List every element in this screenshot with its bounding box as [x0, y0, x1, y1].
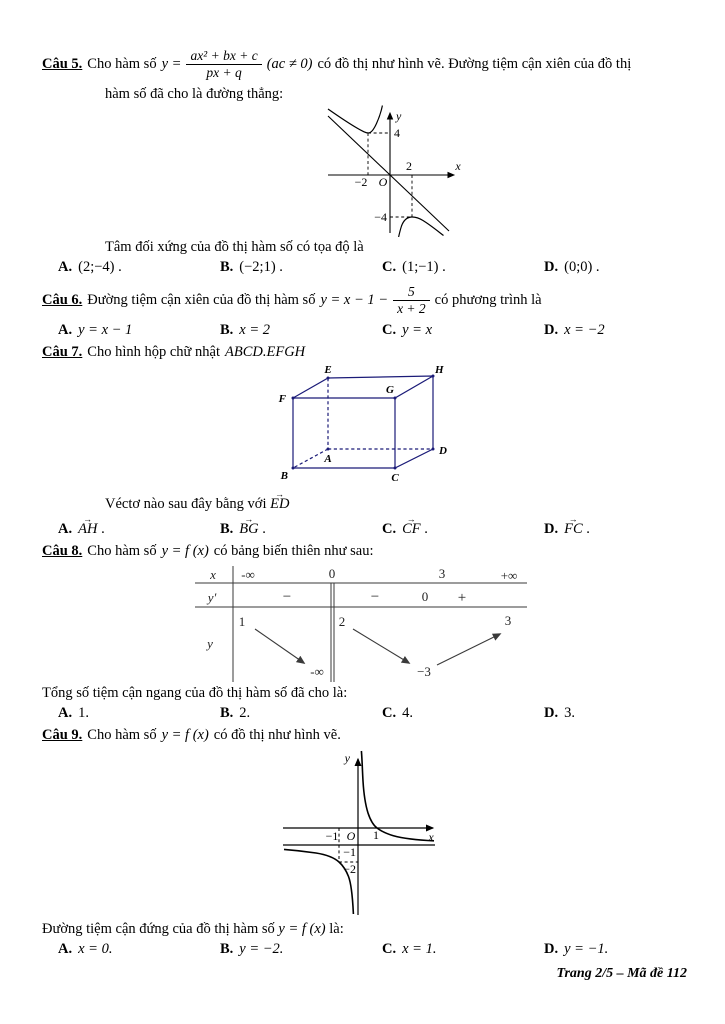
q9-origin-label: O [346, 829, 356, 843]
q5-intro-line2: hàm số đã cho là đường thẳng: [105, 86, 284, 102]
q7-option-a: A. → AH . [58, 521, 220, 538]
q5-tick-y4: 4 [394, 126, 400, 140]
q7-cuboid-figure [272, 364, 462, 489]
q5-origin-label: O [378, 175, 388, 189]
table-head-yprime: y′ [207, 590, 217, 605]
q9-text-math: y = f (x) [161, 727, 209, 743]
q5-tick-y-neg4: −4 [374, 210, 387, 224]
q8-subquestion: Tổng số tiệm cận ngang của đồ thị hàm số đã cho là: [42, 685, 348, 701]
q9-tick-x-1: 1 [373, 828, 379, 842]
table-sign-2: − [370, 589, 380, 605]
q5-option-b: B. (−2;1) . [220, 259, 283, 275]
q5-fraction-denominator: px + q [206, 64, 242, 80]
q5-fraction-numerator: ax² + bx + c [186, 48, 261, 64]
q5-tick-x-neg2: −2 [354, 175, 368, 189]
q6-option-d: D. x = −2 [544, 322, 605, 338]
vertex-label-H: H [435, 364, 444, 376]
table-x-neginf: -∞ [241, 567, 255, 582]
table-y-1: 1 [238, 614, 246, 629]
q6-text-pre: Đường tiệm cận xiên của đồ thị hàm số [87, 291, 316, 308]
q9-curve-left-branch [284, 849, 353, 914]
cuboid-hidden-edges [293, 378, 433, 468]
q9-tick-y-neg2: −2 [343, 862, 356, 876]
vector-FC: → FC [564, 521, 583, 538]
q8-option-a: A. 1. [58, 705, 89, 721]
vertex-label-B: B [280, 470, 288, 482]
q9-subquestion: Đường tiệm cận đứng của đồ thị hàm số y = f (x) là: [42, 921, 344, 937]
q7-solid-name: ABCD.EFGH [225, 344, 306, 360]
q9-tick-y-neg1: −1 [343, 845, 356, 859]
q6-formula-fraction [393, 284, 430, 315]
q8-option-c: C. 4. [382, 705, 413, 721]
q5-x-axis-label: x [455, 159, 461, 173]
q8-options [42, 705, 687, 722]
q6-formula-lhs: y = x − 1 − [320, 291, 389, 308]
vertex-label-C: C [391, 472, 399, 484]
q8-label: Câu 8. [42, 543, 83, 559]
q9-option-d: D. y = −1. [544, 941, 609, 957]
q9-text-post: có đồ thị như hình vẽ. [213, 727, 341, 743]
table-y-neginf: -∞ [310, 664, 324, 679]
q5-text-1a: Cho hàm số [87, 55, 157, 72]
q7-option-b: B. → BG . [220, 521, 382, 538]
q6-text-post: có phương trình là [434, 291, 542, 308]
q7-option-c: C. → CF . [382, 521, 544, 538]
q5-formula-condition: (ac ≠ 0) [266, 55, 313, 72]
table-arrow-down-2 [353, 629, 409, 663]
q5-label: Câu 5. [42, 55, 83, 72]
cuboid-vertex-dots [292, 375, 435, 470]
q6-label: Câu 6. [42, 291, 83, 308]
q5-options [42, 259, 687, 276]
table-head-x: x [210, 567, 216, 582]
q6-option-b: B. x = 2 [220, 322, 271, 338]
page-footer: Trang 2/5 – Mã đề 112 [556, 966, 687, 981]
q8-variation-table [195, 564, 527, 682]
q5-formula-fraction [186, 48, 261, 79]
q5-text-1b: có đồ thị như hình vẽ. Đường tiệm cận xiên của đồ thị [317, 55, 632, 72]
q6-options [42, 322, 687, 339]
vector-AH: → AH [78, 521, 97, 538]
q6-option-a: A. y = x − 1 [58, 322, 133, 338]
q7-options [42, 516, 687, 538]
vector-CF: → CF [402, 521, 421, 538]
table-sign-1: − [282, 589, 292, 605]
q5-option-d: D. (0;0) . [544, 259, 600, 275]
q5-formula-lhs: y = [161, 55, 182, 72]
q5-tick-x2: 2 [406, 159, 412, 173]
q9-options [42, 941, 687, 958]
q9-option-c: C. x = 1. [382, 941, 437, 957]
q6-fraction-numerator: 5 [393, 284, 430, 300]
q7-vector-ED: → ED [270, 496, 289, 513]
q7-subquestion: Véctơ nào sau đây bằng với → ED [42, 491, 687, 513]
q5-option-a: A. (2;−4) . [58, 259, 122, 275]
q6-fraction-denominator: x + 2 [397, 300, 426, 316]
vertex-label-E: E [324, 364, 332, 376]
q5-graph [323, 105, 473, 237]
vector-BG: → BG [239, 521, 258, 538]
table-head-y: y [207, 636, 213, 651]
q5-subquestion: Tâm đối xứng của đồ thị hàm số có tọa độ là [105, 239, 364, 255]
table-sign-4: + [457, 590, 467, 606]
q9-label: Câu 9. [42, 727, 83, 743]
vertex-label-A: A [324, 453, 332, 465]
table-y-2: 2 [338, 614, 346, 629]
q7-text: Cho hình hộp chữ nhật [87, 344, 221, 360]
table-x-posinf: +∞ [500, 568, 518, 583]
table-y-neg3: −3 [417, 664, 431, 679]
q5-option-c: C. (1;−1) . [382, 259, 446, 275]
q7-option-d: D. → FC . [544, 521, 590, 538]
q9-intro-line [42, 727, 687, 744]
q7-label: Câu 7. [42, 344, 83, 360]
q5-curve-upper-branch [328, 106, 382, 134]
q8-option-d: D. 3. [544, 705, 575, 721]
vertex-label-G: G [386, 384, 394, 396]
table-y-3: 3 [504, 613, 512, 628]
table-x-0: 0 [328, 566, 336, 581]
vertex-label-F: F [278, 393, 286, 405]
q9-option-b: B. y = −2. [220, 941, 284, 957]
q9-x-axis-label: x [428, 830, 434, 844]
q6-intro-line [42, 281, 687, 319]
q8-text-math: y = f (x) [161, 543, 209, 559]
q6-option-c: C. y = x [382, 322, 433, 338]
q9-y-axis-label: y [344, 751, 350, 765]
table-x-3: 3 [438, 566, 446, 581]
q9-tick-x-neg1: −1 [325, 829, 339, 843]
q8-intro-line [42, 543, 687, 560]
q8-text-pre: Cho hàm số [87, 543, 157, 559]
q8-text-post: có bảng biến thiên như sau: [213, 543, 374, 559]
q9-graph [280, 749, 440, 917]
table-sign-3: 0 [421, 589, 429, 604]
q9-option-a: A. x = 0. [58, 941, 113, 957]
q8-option-b: B. 2. [220, 705, 251, 721]
q5-y-axis-label: y [396, 109, 402, 123]
table-arrow-up [437, 634, 500, 665]
table-arrow-down-1 [255, 629, 304, 663]
q5-oblique-asymptote [328, 116, 449, 231]
cuboid-solid-edges [293, 376, 433, 468]
q9-text-pre: Cho hàm số [87, 727, 157, 743]
q7-intro-line [42, 344, 687, 361]
vertex-label-D: D [439, 445, 447, 457]
q5-intro-line1 [42, 44, 687, 84]
q9-subq-math: y = f (x) [278, 921, 326, 937]
